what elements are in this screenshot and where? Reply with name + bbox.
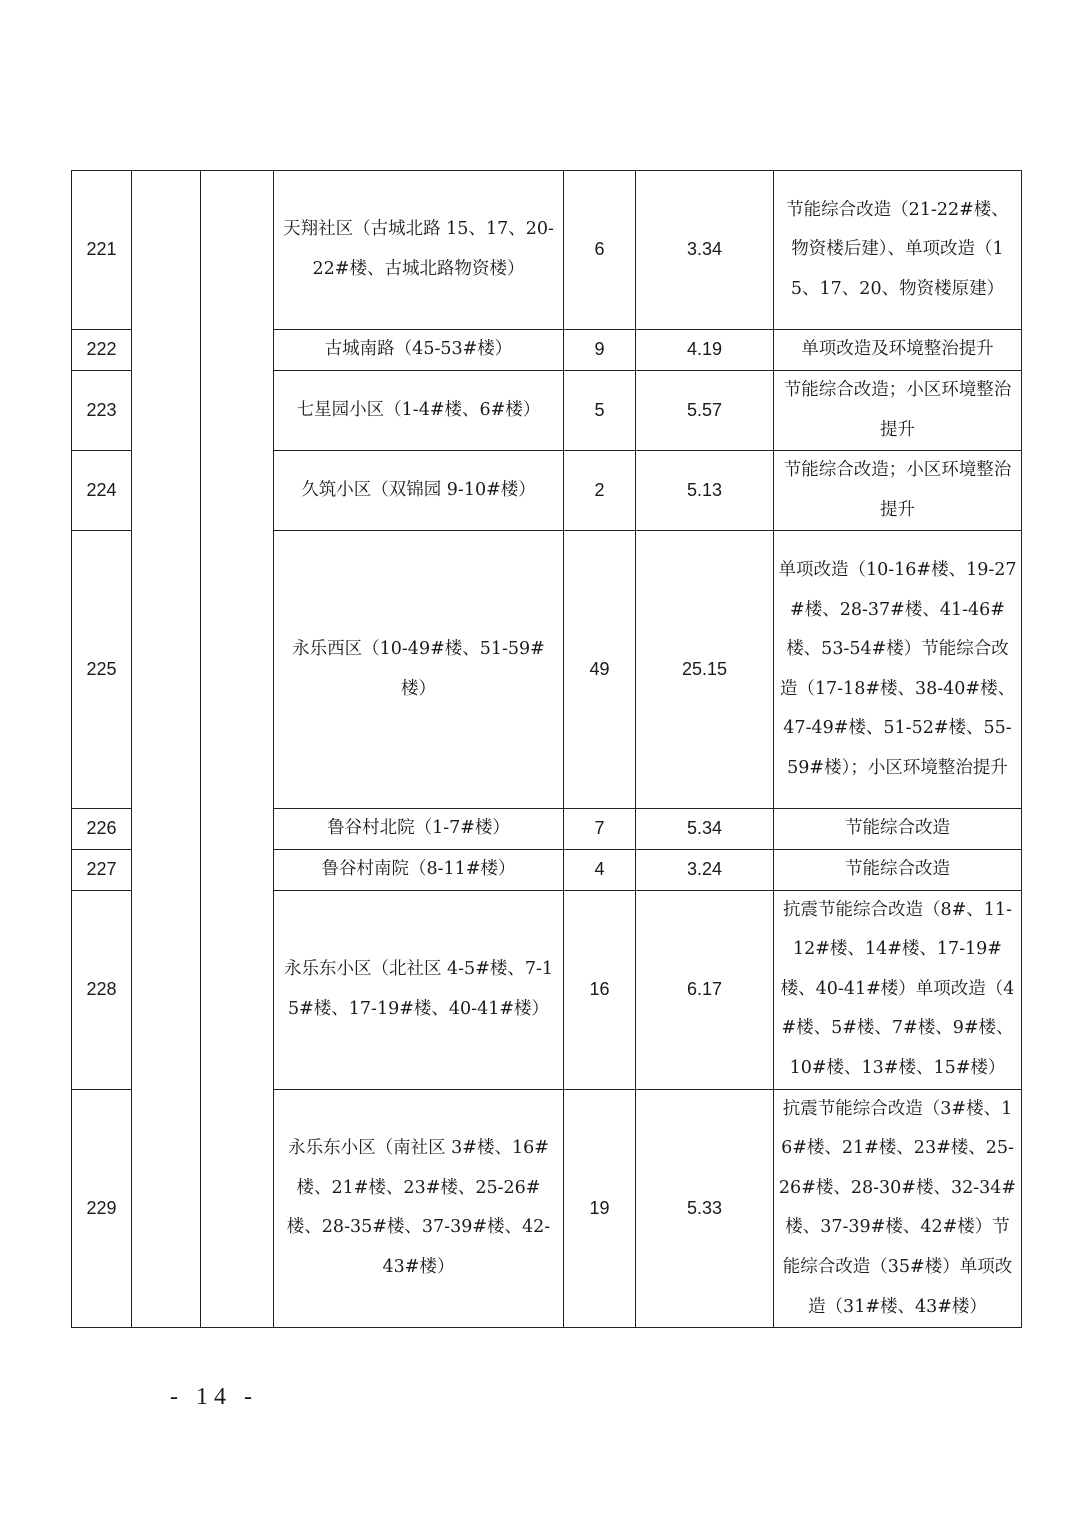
- community-name: 永乐东小区（南社区 3#楼、16#楼、21#楼、23#楼、25-26#楼、28-35#楼、37-39#楼、42-43#楼）: [274, 1089, 564, 1328]
- row-number: 224: [72, 451, 132, 531]
- building-count: 7: [564, 809, 636, 850]
- page-number: - 14 -: [170, 1384, 258, 1410]
- renovation-content: 抗震节能综合改造（3#楼、16#楼、21#楼、23#楼、25-26#楼、28-30#楼、32-34#楼、37-39#楼、42#楼）节能综合改造（35#楼）单项改造（31#楼、43#楼）: [774, 1089, 1022, 1328]
- community-name: 久筑小区（双锦园 9-10#楼）: [274, 451, 564, 531]
- renovation-content: 节能综合改造: [774, 809, 1022, 850]
- building-count: 2: [564, 451, 636, 531]
- building-count: 9: [564, 330, 636, 371]
- building-count: 19: [564, 1089, 636, 1328]
- building-area: 5.34: [636, 809, 774, 850]
- community-name: 天翔社区（古城北路 15、17、20-22#楼、古城北路物资楼）: [274, 171, 564, 330]
- building-area: 5.57: [636, 371, 774, 451]
- renovation-content: 节能综合改造；小区环境整治提升: [774, 451, 1022, 531]
- renovation-content: 节能综合改造（21-22#楼、物资楼后建）、单项改造（15、17、20、物资楼原建）: [774, 171, 1022, 330]
- building-area: 4.19: [636, 330, 774, 371]
- row-number: 229: [72, 1089, 132, 1328]
- building-area: 5.33: [636, 1089, 774, 1328]
- renovation-content: 节能综合改造: [774, 849, 1022, 890]
- renovation-table: [71, 170, 1022, 1328]
- building-area: 5.13: [636, 451, 774, 531]
- street-cell: [201, 171, 274, 1328]
- row-number: 227: [72, 849, 132, 890]
- community-name: 鲁谷村南院（8-11#楼）: [274, 849, 564, 890]
- building-area: 25.15: [636, 531, 774, 809]
- community-name: 永乐西区（10-49#楼、51-59#楼）: [274, 531, 564, 809]
- building-count: 16: [564, 890, 636, 1089]
- district-cell: [132, 171, 201, 1328]
- building-count: 5: [564, 371, 636, 451]
- row-number: 228: [72, 890, 132, 1089]
- row-number: 226: [72, 809, 132, 850]
- building-area: 3.24: [636, 849, 774, 890]
- renovation-content: 抗震节能综合改造（8#、11-12#楼、14#楼、17-19#楼、40-41#楼）单项改造（4#楼、5#楼、7#楼、9#楼、10#楼、13#楼、15#楼）: [774, 890, 1022, 1089]
- building-count: 4: [564, 849, 636, 890]
- community-name: 鲁谷村北院（1-7#楼）: [274, 809, 564, 850]
- renovation-content: 单项改造及环境整治提升: [774, 330, 1022, 371]
- building-count: 6: [564, 171, 636, 330]
- row-number: 222: [72, 330, 132, 371]
- community-name: 古城南路（45-53#楼）: [274, 330, 564, 371]
- row-number: 221: [72, 171, 132, 330]
- building-area: 3.34: [636, 171, 774, 330]
- building-count: 49: [564, 531, 636, 809]
- row-number: 223: [72, 371, 132, 451]
- renovation-content: 节能综合改造；小区环境整治提升: [774, 371, 1022, 451]
- building-area: 6.17: [636, 890, 774, 1089]
- renovation-content: 单项改造（10-16#楼、19-27#楼、28-37#楼、41-46#楼、53-54#楼）节能综合改造（17-18#楼、38-40#楼、47-49#楼、51-52#楼、55-59#楼）；小区环境整治提升: [774, 531, 1022, 809]
- community-name: 七星园小区（1-4#楼、6#楼）: [274, 371, 564, 451]
- row-number: 225: [72, 531, 132, 809]
- community-name: 永乐东小区（北社区 4-5#楼、7-15#楼、17-19#楼、40-41#楼）: [274, 890, 564, 1089]
- table-row: [72, 171, 1022, 330]
